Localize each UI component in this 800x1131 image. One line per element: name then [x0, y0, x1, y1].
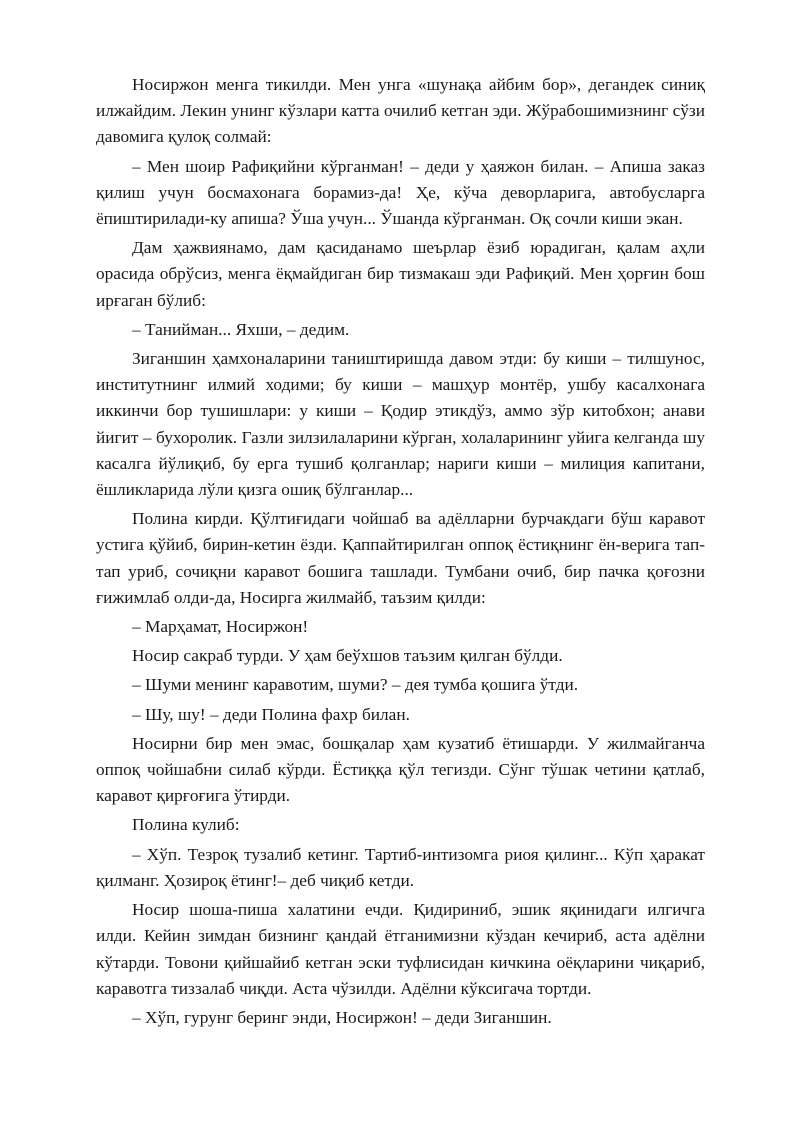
- paragraph: – Хўп. Тезроқ тузалиб кетинг. Тартиб-интизомга риоя қилинг... Кўп ҳаракат қилманг. Ҳозироқ ётинг!– деб чиқиб кетди.: [96, 844, 705, 890]
- document-body: [96, 72, 705, 1034]
- paragraph: Носир сакраб турди. У ҳам беўхшов таъзим қилган бўлди.: [132, 646, 563, 666]
- paragraph: Дам ҳажвиянамо, дам қасиданамо шеърлар ёзиб юрадиган, қалам аҳли орасида обрўсиз, менга ёқмайдиган бир тизмакаш эди Рафиқий. Мен ҳорғин бош ирғаган бўлиб:: [96, 238, 705, 310]
- paragraph: – Танийман... Яхши, – дедим.: [132, 319, 350, 339]
- paragraph: Полина кирди. Қўлтиғидаги чойшаб ва адёлларни бурчакдаги бўш каравот устига қўйиб, бирин-кетин ёзди. Қаппайтирилган оппоқ ёстиқнинг ён-верига тап-тап уриб, сочиқни каравот бошига ташлади. Тумбани очиб, бир пачка қоғозни ғижимлаб олди-да, Носирга жилмайб, таъзим қилди:: [96, 509, 705, 607]
- paragraph: – Хўп, гурунг беринг энди, Носиржон! – деди Зиганшин.: [132, 1007, 552, 1027]
- paragraph: – Мен шоир Рафиқийни кўрганман! – деди у ҳаяжон билан. – Апиша заказ қилиш учун босмахонага борамиз-да! Ҳе, кўча деворларига, автобусларга ёпиштирилади-ку апиша? Ўша учун... Ўшанда кўрганман. Оқ сочли киши экан.: [96, 156, 705, 229]
- paragraph: Носиржон менга тикилди. Мен унга «шунақа айбим бор», дегандек синиқ илжайдим. Лекин унинг кўзлари катта очилиб кетган эди. Жўрабошимизнинг сўзи давомига қулоқ солмай:: [96, 75, 705, 147]
- paragraph: – Марҳамат, Носиржон!: [132, 617, 309, 637]
- paragraph: Зиганшин ҳамхоналарини таништиришда давом этди: бу киши – тилшунос, институтнинг илмий ходими; бу киши – машҳур монтёр, ушбу касалхонага иккинчи бор тушишлари: у киши – Қодир этикдўз, аммо зўр китобхон; анави йигит – бухоролик. Газли зилзилаларини кўрган, холаларининг уйига келганда шу касалга йўлиқиб, бу ерга тушиб қолганлар; нариги киши – милиция капитани, ёшликларида лўли қизга ошиқ бўлганлар...: [96, 349, 705, 500]
- paragraph: Полина кулиб:: [132, 815, 240, 835]
- paragraph: Носир шоша-пиша халатини ечди. Қидириниб, эшик яқинидаги илгичга илди. Кейин зимдан бизнинг қандай ётганимизни кўздан кечириб, аста адёлни кўтарди. Товони қийшайиб кетган эски туфлисидан кичкина оёқларини чиқариб, каравотга тиззалаб чиқди. Аста чўзилди. Адёлни кўксигача тортди.: [96, 900, 705, 998]
- paragraph: – Шуми менинг каравотим, шуми? – дея тумба қошига ўтди.: [132, 675, 579, 695]
- paragraph: – Шу, шу! – деди Полина фахр билан.: [132, 704, 410, 724]
- paragraph: Носирни бир мен эмас, бошқалар ҳам кузатиб ётишарди. У жилмайганча оппоқ чойшабни силаб кўрди. Ёстиққа қўл тегизди. Сўнг тўшак четини қатлаб, каравот қирғоғига ўтирди.: [96, 733, 705, 806]
